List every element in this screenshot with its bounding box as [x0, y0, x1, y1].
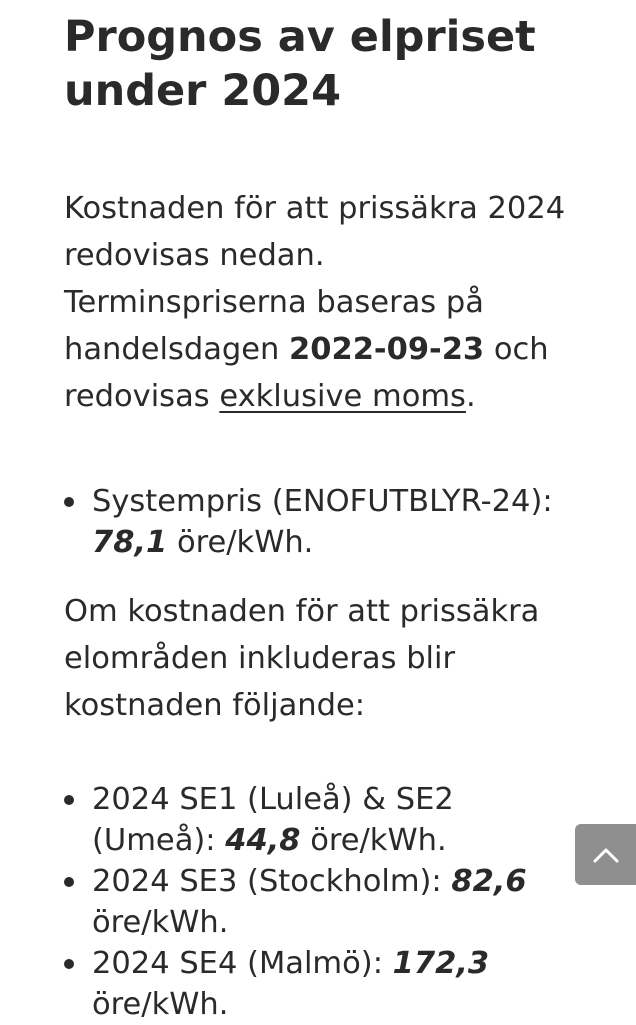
trade-date: 2022-09-23: [289, 332, 485, 367]
bullet-icon: [64, 795, 74, 805]
system-price-value: 78,1: [92, 525, 168, 560]
area-value: 82,6: [451, 864, 527, 899]
vat-link[interactable]: exklusive moms: [219, 379, 466, 414]
system-price-label: Systempris (ENOFUTBLYR-24):: [92, 484, 553, 519]
areas-intro-paragraph: Om kostnaden för att prissäkra elområden inkluderas blir kostnaden följande:: [64, 594, 540, 723]
area-label: 2024 SE4 (Malmö):: [92, 946, 393, 981]
intro-paragraph: [64, 185, 574, 420]
area-label: 2024 SE1 (Luleå) & SE2 (Umeå):: [92, 782, 454, 858]
area-label: 2024 SE3 (Stockholm):: [92, 864, 452, 899]
list-item-se4: [64, 943, 574, 1025]
intro-text: Kostnaden för att prissäkra 2024 redovisas nedan. Terminspriserna baseras på handelsdagen: [64, 191, 566, 367]
system-price-list: [64, 481, 574, 563]
system-price-unit: öre/kWh.: [167, 525, 314, 560]
area-value: 172,3: [392, 946, 490, 981]
list-item-se3: [64, 861, 574, 943]
scroll-to-top-button[interactable]: [575, 824, 636, 885]
bullet-icon: [64, 497, 74, 507]
chevron-up-icon: [591, 845, 621, 865]
intro-text-mid: och redovisas: [64, 332, 549, 414]
bullet-icon: [64, 877, 74, 887]
area-value: 44,8: [225, 823, 301, 858]
page-title: Prognos av elpriset under 2024: [64, 12, 536, 116]
area-unit: öre/kWh.: [92, 905, 229, 940]
area-unit: öre/kWh.: [300, 823, 447, 858]
list-item-system-price: [64, 481, 574, 563]
area-unit: öre/kWh.: [92, 987, 229, 1022]
area-price-list: [64, 779, 574, 1025]
intro-text-end: .: [465, 379, 476, 414]
bullet-icon: [64, 959, 74, 969]
list-item-se1-se2: [64, 779, 574, 861]
article-content: [64, 10, 574, 1025]
